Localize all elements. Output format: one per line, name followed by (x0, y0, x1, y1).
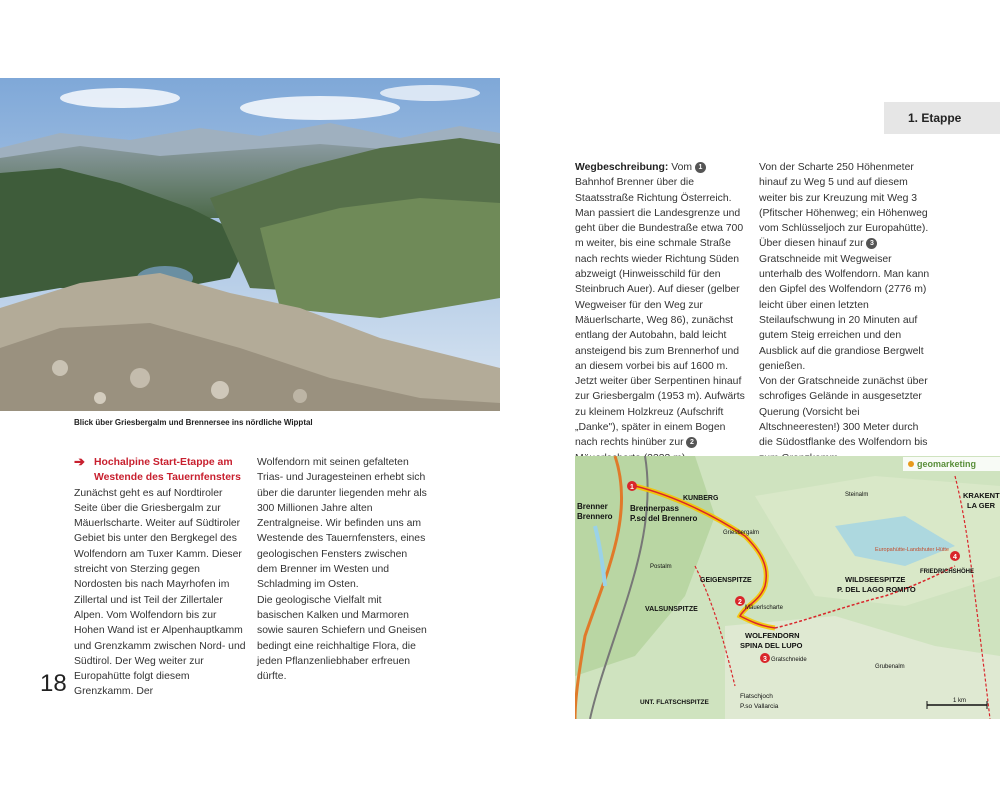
intro-heading-row (74, 455, 246, 486)
map-label-griesbergalm: Griesbergalm (723, 530, 760, 536)
map-marker-1: 1 (630, 484, 634, 491)
map-label-valler: P.so Vallarcia (740, 703, 779, 710)
map-label-grubenalm: Grubenalm (875, 664, 905, 670)
map-marker-2: 2 (738, 599, 742, 606)
page-number: 18 (40, 670, 67, 697)
map-label-lago: P. DEL LAGO ROMITO (837, 585, 916, 594)
map-label-brennerpass: Brennerpass (630, 504, 679, 513)
intro-column (74, 455, 246, 700)
map-label-steinalm: Steinalm (845, 492, 869, 498)
intro-text-2: Wolfendorn mit seinen gefalteten Trias- und Juragesteinen erhebt sich über die darunter liegenden mehr als 300 Millionen Jahre alten Zentralgneise. Wir befinden uns am Westende des Tauernfensters, eines geologischen Fensters zwischen dem Brenner im Westen und Schladming im Osten. (257, 457, 427, 591)
map-label-lager: LA GER (967, 501, 996, 510)
map-scale-label: 1 km (953, 698, 967, 704)
arrow-right-icon: ➔ (74, 454, 85, 469)
map-label-gratschneide: Gratschneide (771, 657, 807, 663)
marker-3-icon: 3 (866, 238, 877, 249)
map-label-postalm: Postalm (650, 564, 672, 570)
map-label-valsunspitze: VALSUNSPITZE (645, 606, 698, 613)
map-label-flatschspitze: UNT. FLATSCHSPITZE (640, 699, 709, 706)
intro-text: Zunächst geht es auf Nordtiroler Seite über die Griesbergalm zur Mäuerlscharte. Weiter auf Südtiroler Gebiet bis unter den Bergkegel des Wolfendorn am Tuxer Kamm. Dieser streicht von Sterzing gegen Nordosten bis nach Mayrhofen im Zillertal und ist Teil der Zillertaler Alpen. Vom Wolfendorn bis zur Hohen Wand ist er Alpenhauptkamm und Grenzkamm zwischen Nord- und Südtirol. Der Weg weiter zur Europahütte folgt diesem Grenzkamm. Der (74, 487, 246, 698)
route-paragraph-3: Von der Gratschneide zunächst über schrofiges Gelände in ausgesetzter Querung (Vorsicht bei Altschneeresten!) 300 Meter durch die Südostflanke des Wolfendorn bis (759, 376, 928, 449)
map-marker-4: 4 (953, 554, 957, 561)
route-text-e: Gratschneide mit Wegweiser unterhalb des Wolfendorn. Man kann den Gipfel des Wolfendorn (2776 m) leicht über einen letzten Steilaufschwung in 20 Minuten auf gutem Steig erreichen und den Ausblick auf die grandiose Bergwelt genießen. (759, 253, 930, 372)
route-description-col2 (759, 160, 931, 466)
route-text-a: Vom (671, 162, 693, 173)
map-label-europa: Europahütte-Landshuter Hütte (875, 547, 949, 553)
map-label-maeuerlscharte: Mäuerlscharte (745, 605, 784, 611)
map-label-geigenspitze: GEIGENSPITZE (700, 577, 752, 584)
map-label-brennero: Brennero (577, 512, 613, 521)
map-label-friedrichshoehe: FRIEDRICHSHÖHE (920, 569, 975, 575)
route-lead: Wegbeschreibung: (575, 162, 669, 173)
route-description-col1 (575, 160, 747, 466)
route-paragraph-1 (575, 160, 747, 466)
map-marker-3: 3 (763, 656, 767, 663)
map-brand: geomarketing (917, 459, 977, 469)
map-label-wolfendorn: WOLFENDORN (745, 631, 800, 640)
geomarketing-logo-icon (908, 461, 914, 467)
landscape-photo (0, 78, 500, 411)
route-text-b: Bahnhof Brenner über die Staatsstraße Richtung Österreich. Man passiert die Landesgrenze und geht über die Bundestraße etwa 700 m weiter, bis eine schmale Straße nach rechts wieder Richtung Süden abzweigt (Hinweisschild für den Steinbruch Auer). Auf dieser (gelber Wegweiser für den Weg zur Mäuerlscharte, Weg 86), zunächst entlang der Autobahn, bald leicht ansteigend bis zum Brennerhof und an diesem vorbei bis auf 1600 m. Jetzt weiter über Serpentinen hinauf zur Griesbergalm (1953 m). Aufwärts zu kleinem Holzkreuz (Aufschrift „Danke"), später in einem Bogen nach rechts hinüber zur (575, 177, 745, 449)
intro-text-3: Die geologische Vielfalt mit basischen Kalken und Marmoren sowie sauren Schiefern und Gneisen bedingt eine reichhaltige Flora, die jeden Pflanzenliebhaber erfreuen dürfte. (257, 594, 427, 683)
map-label-wildseespitze: WILDSEESPITZE (845, 575, 906, 584)
route-map (575, 456, 1000, 719)
photo-caption: Blick über Griesbergalm und Brennersee ins nördliche Wipptal (74, 418, 313, 427)
map-label-kunberg: KUNBERG (683, 495, 719, 502)
map-label-brenner: Brenner (577, 502, 608, 511)
map-label-flatschjoch: Flatschjoch (740, 693, 773, 700)
map-label-spina: SPINA DEL LUPO (740, 641, 803, 650)
map-label-krakent: KRAKENT (963, 491, 1000, 500)
marker-2-icon: 2 (686, 437, 697, 448)
route-paragraph-2 (759, 160, 931, 374)
map-label-passo: P.so del Brennero (630, 514, 698, 523)
topographic-map (575, 456, 1000, 719)
route-text-d: Von der Scharte 250 Höhenmeter hinauf zu Weg 5 und auf diesem weiter bis zur Kreuzung mit Weg 3 (Pfitscher Höhenweg; ein Höhenweg vom Schlüsseljoch zur Europahütte). Über diesen hinauf zur (759, 162, 929, 250)
mountain-landscape-image (0, 78, 500, 411)
intro-heading: Hochalpine Start-Etappe am Westende des Tauernfensters (94, 457, 241, 484)
section-tab: 1. Etappe (884, 102, 1000, 134)
marker-1-icon: 1 (695, 162, 706, 173)
intro-column-2 (257, 455, 429, 684)
